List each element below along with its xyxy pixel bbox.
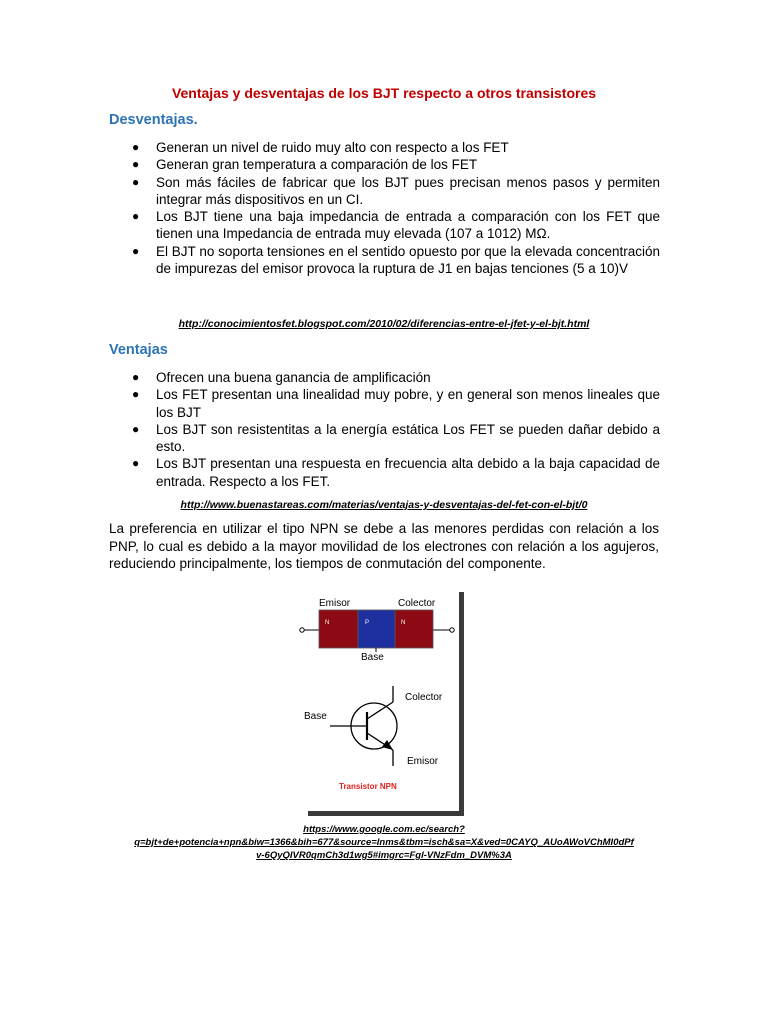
bullet-icon: ● xyxy=(132,243,140,258)
symbol-label-colector: Colector xyxy=(405,692,443,703)
list-item: ● Generan un nivel de ruido muy alto con respecto a los FET xyxy=(132,140,509,155)
n-region-left xyxy=(319,610,358,648)
link-buenastareas[interactable]: http://www.buenastareas.com/materias/ventajas-y-desventajas-del-fet-con-el-bjt/0 xyxy=(180,499,588,511)
bullet-icon: ● xyxy=(132,421,140,436)
list-desventajas xyxy=(130,139,660,277)
terminal-right xyxy=(450,628,454,632)
npn-transistor-figure xyxy=(288,588,466,818)
list-ventajas xyxy=(130,369,660,490)
label-n-left: N xyxy=(325,620,330,626)
list-item: ● Son más fáciles de fabricar que los BJT pues precisan menos pasos y permiten integrar más dispositivos en un CI. xyxy=(132,174,660,207)
label-base: Base xyxy=(361,652,384,663)
bullet-icon: ● xyxy=(132,140,140,154)
list-item: ● Ofrecen una buena ganancia de amplificación xyxy=(132,370,431,385)
bullet-icon: ● xyxy=(132,370,140,384)
symbol-label-emisor: Emisor xyxy=(407,756,439,767)
label-n-right: N xyxy=(401,620,406,626)
link-google-line-1[interactable]: https://www.google.com.ec/search? xyxy=(303,824,465,835)
npn-paragraph: La preferencia en utilizar el tipo NPN se debe a las menores perdidas con relación a los PNP, lo cual es debido a la mayor movilidad de los electrones con relación a los agujeros, reduciendo principalmente, los tiempos de conmutación del componente. xyxy=(109,521,659,571)
bullet-icon: ● xyxy=(132,387,140,402)
link-google-line-3[interactable]: v-6QyQIVR0qmCh3d1wg5#imgrc=Fgl-VNzFdm_DVM%3A xyxy=(256,850,512,861)
heading-desventajas: Desventajas. xyxy=(109,112,198,128)
list-item: ● Generan gran temperatura a comparación de los FET xyxy=(132,157,478,173)
bullet-icon: ● xyxy=(132,209,140,224)
heading-ventajas: Ventajas xyxy=(109,342,168,358)
link-conocimientosfet[interactable]: http://conocimientosfet.blogspot.com/2010/02/diferencias-entre-el-jfet-y-el-bjt.html xyxy=(178,318,590,330)
figure-caption: Transistor NPN xyxy=(339,782,397,791)
n-region-right xyxy=(395,610,433,648)
list-item: ● Los BJT tiene una baja impedancia de entrada a comparación con los FET que tienen una Impedancia de entrada muy elevada (107 a 1012) MΩ. xyxy=(132,209,660,242)
symbol-collector-line xyxy=(367,702,393,719)
document-title: Ventajas y desventajas de los BJT respecto a otros transistores xyxy=(171,85,597,101)
terminal-left xyxy=(300,628,304,632)
symbol-label-base: Base xyxy=(304,711,327,722)
list-item: ● El BJT no soporta tensiones en el sentido opuesto por que la elevada concentración de impurezas del emisor provoca la ruptura de J1 en bajas tenciones (5 a 10)V xyxy=(132,243,660,277)
bullet-icon: ● xyxy=(132,157,140,172)
bullet-icon: ● xyxy=(132,456,140,471)
label-p: P xyxy=(365,620,370,626)
p-region xyxy=(358,610,395,648)
label-emisor: Emisor xyxy=(319,598,351,609)
label-colector: Colector xyxy=(398,598,436,609)
figure-shadow-bottom xyxy=(308,811,464,816)
list-item: ● Los FET presentan una linealidad muy pobre, y en general son menos lineales que los BJT xyxy=(132,387,660,420)
link-google-line-2[interactable]: q=bjt+de+potencia+npn&biw=1366&bih=677&source=lnms&tbm=isch&sa=X&ved=0CAYQ_AUoAWoVChMI0dPf xyxy=(134,837,634,848)
figure-shadow-right xyxy=(459,592,464,816)
list-item: ● Los BJT son resistentitas a la energía estática Los FET se pueden dañar debido a esto. xyxy=(132,421,660,455)
bullet-icon: ● xyxy=(132,174,140,189)
list-item: ● Los BJT presentan una respuesta en frecuencia alta debido a la baja capacidad de entrada. Respecto a los FET. xyxy=(132,456,660,489)
